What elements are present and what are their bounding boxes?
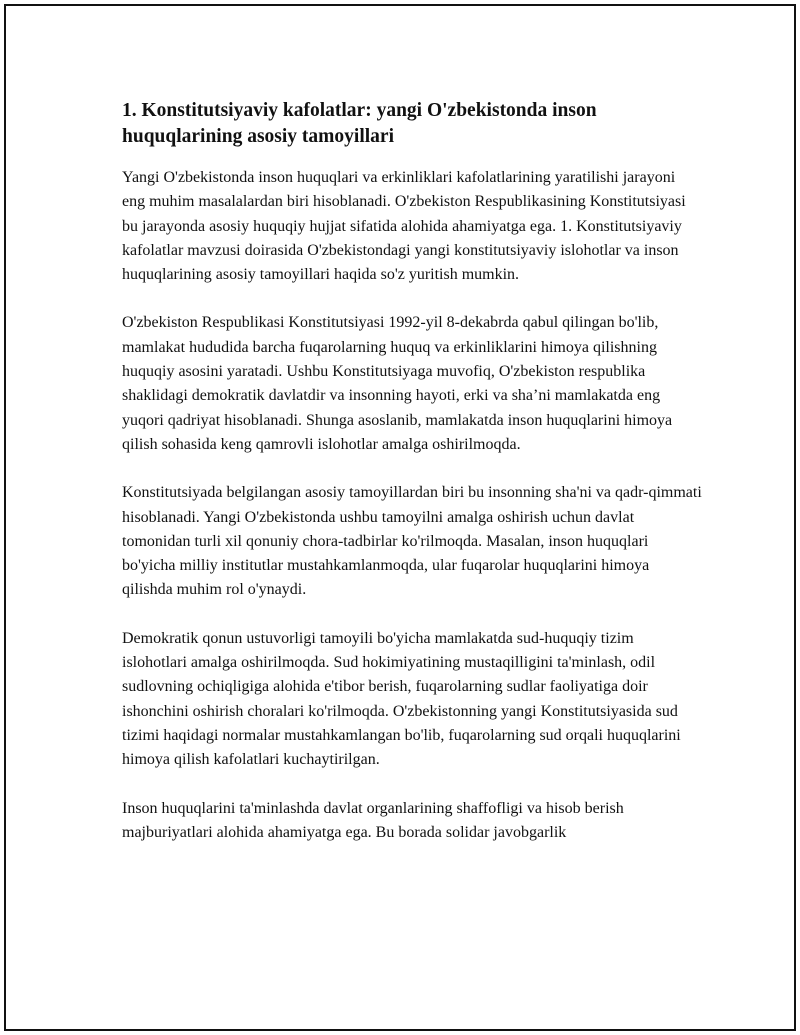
document-page <box>4 4 796 1031</box>
document-content <box>122 98 702 869</box>
paragraph-4: Demokratik qonun ustuvorligi tamoyili bo'yicha mamlakatda sud-huquqiy tizim islohotlari amalga oshirilmoqda. Sud hokimiyatining mustaqilligini ta'minlash, odil sudlovning ochiqligiga alohida e'tibor berish, fuqarolarning sudlar faoliyatiga doir ishonchini oshirish choralari ko'rilmoqda. O'zbekistonning yangi Konstitutsiyasida sud tizimi haqidagi normalar mustahkamlangan bo'lib, fuqarolarning sud orqali huquqlarini himoya qilish kafolatlari kuchaytirilgan. <box>122 629 681 769</box>
paragraph-2: O'zbekiston Respublikasi Konstitutsiyasi 1992-yil 8-dekabrda qabul qilingan bo'lib, mamlakat hududida barcha fuqarolarning huquq va erkinliklarini himoya qilishning huquqiy asosini yaratadi. Ushbu Konstitutsiyaga muvofiq, O'zbekiston respublika shaklidagi demokratik davlatdir va insonning hayoti, erki va sha’ni mamlakatda eng yuqori qadriyat hisoblanadi. Shunga asoslanib, mamlakatda inson huquqlarini himoya qilish sohasida keng qamrovli islohotlar amalga oshirilmoqda. <box>122 314 673 453</box>
paragraph-5: Inson huquqlarini ta'minlashda davlat organlarining shaffofligi va hisob berish majburiyatlari alohida ahamiyatga ega. Bu borada solidar javobgarlik <box>122 799 624 841</box>
paragraph-1: Yangi O'zbekistonda inson huquqlari va erkinliklari kafolatlarining yaratilishi jarayoni eng muhim masalalardan biri hisoblanadi. O'zbekiston Respublikasining Konstitutsiyasi bu jarayonda asosiy huquqiy hujjat sifatida alohida ahamiyatga ega. 1. Konstitutsiyaviy kafolatlar mavzusi doirasida O'zbekistondagi yangi konstitutsiyaviy islohotlar va inson huquqlarining asosiy tamoyillari haqida so'z yuritish mumkin. <box>122 169 686 284</box>
paragraph-3: Konstitutsiyada belgilangan asosiy tamoyillardan biri bu insonning sha'ni va qadr-qimmati hisoblanadi. Yangi O'zbekistonda ushbu tamoyilni amalga oshirish uchun davlat tomonidan turli xil qonuniy chora-tadbirlar ko'rilmoqda. Masalan, inson huquqlari bo'yicha milliy institutlar mustahkamlanmoqda, ular fuqarolar huquqlarini himoya qilishda muhim rol o'ynaydi. <box>122 484 702 599</box>
document-title: 1. Konstitutsiyaviy kafolatlar: yangi O'zbekistonda inson huquqlarining asosiy tamoyillari <box>122 100 597 147</box>
